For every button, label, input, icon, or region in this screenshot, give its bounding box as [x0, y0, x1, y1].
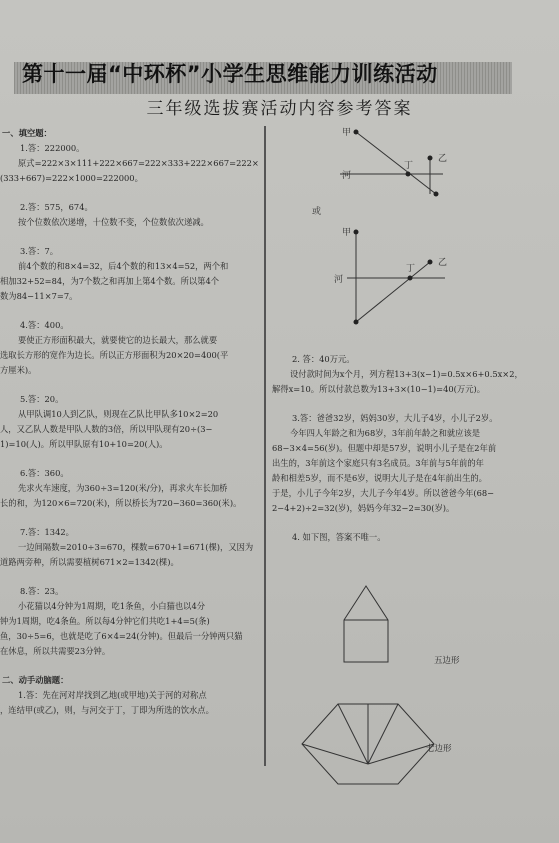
- answer-2-application-line: 解得x=10。所以付款总数为13+3×(10−1)=40(万元)。: [272, 384, 486, 394]
- answer-2-application-line: 设付款时间为x个月，列方程13+3(x−1)=0.5x×6+0.5x×2，: [290, 369, 523, 379]
- label-jia: 甲: [342, 128, 352, 138]
- answer-2: 2.答：575，674。: [20, 202, 93, 212]
- right-column: [272, 126, 542, 545]
- page-title: 第十一届“中环杯”小学生思维能力训练活动: [22, 62, 438, 86]
- answer-4-line: 选取长方形的宽作为边长。所以正方形面积为20×20=400(平: [0, 350, 229, 360]
- heptagon-inner-line: [338, 704, 368, 764]
- answer-5-line: 1)=10(人)。所以甲队原有10+10=20(人)。: [0, 439, 168, 449]
- heptagon-inner-line: [368, 744, 434, 764]
- answer-8: 8.答：23。: [20, 586, 64, 596]
- answer-6-line: 先求火车速度，为360÷3=120(米/分)，再求火车长加桥: [18, 483, 228, 493]
- pentagon-shape: [344, 586, 388, 662]
- answer-3-application: 3.答：爸爸32岁，妈妈30岁，大儿子4岁，小儿子2岁。: [292, 413, 498, 423]
- answer-3-line: 数为84−11×7=7。: [0, 291, 78, 301]
- answer-5: 5.答：20。: [20, 394, 64, 404]
- answer-7: 7.答：1342。: [20, 527, 74, 537]
- label-ding: 丁: [404, 161, 414, 171]
- pentagon-label: 五边形: [434, 656, 460, 666]
- page-subtitle: 三年级选拔赛活动内容参考答案: [146, 99, 413, 119]
- answer-4-line: 要使正方形面积最大，就要使它的边长最大，那么就要: [18, 335, 218, 345]
- answer-5-line: 从甲队调10人到乙队，则现在乙队比甲队多10×2=20: [18, 409, 219, 419]
- label-ding: 丁: [406, 264, 416, 274]
- heptagon-label: 七边形: [426, 744, 452, 754]
- answer-2-application: 2. 答：40万元。: [292, 354, 355, 364]
- label-yi: 乙: [438, 154, 448, 164]
- hands-on-answer-1-line: ，连结甲(或乙)，则，与河交于丁，丁即为所选的饮水点。: [0, 705, 214, 715]
- answer-4: 4.答：400。: [20, 320, 69, 330]
- answer-3-application-line: 龄和相差5岁，而不是6岁，说明大儿子是在4年前出生的。: [272, 473, 487, 483]
- answer-4-application: 4. 如下图，答案不唯一。: [292, 532, 386, 542]
- answer-6: 6.答：360。: [20, 468, 69, 478]
- label-or: 或: [312, 207, 322, 217]
- answer-8-line: 鱼，30÷5=6，也就是吃了6×4=24(分钟)。但最后一分钟两只猫: [0, 631, 243, 641]
- answer-3-application-line: 今年四人年龄之和为68岁，3年前年龄之和就应该是: [290, 428, 481, 438]
- answer-3-application-line: 出生的，3年前这个家庭只有3名成员。3年前与5年前的年: [272, 458, 484, 468]
- answer-3-line: 相加32+52=84，为7个数之和再加上第4个数。所以第4个: [0, 276, 220, 286]
- answer-5-line: 人，又乙队人数是甲队人数的3倍，所以甲队现有20÷(3−: [0, 424, 213, 434]
- answer-3-line: 前4个数的和8×4=32，后4个数的和13×4=52，两个和: [18, 261, 229, 271]
- label-river: 河: [334, 275, 344, 285]
- label-river: 河: [342, 171, 352, 181]
- answer-1: 1.答：222000。: [20, 143, 85, 153]
- answer-1-line: (333+667)=222×1000=222000。: [0, 173, 143, 183]
- answer-8-line: 小花猫以4分钟为1周期，吃1条鱼，小白猫也以4分: [18, 601, 206, 611]
- answer-2-line: 按个位数依次递增，十位数不变，个位数依次递减。: [18, 217, 209, 227]
- answer-3-application-line: 68−3×4=56(岁)。但题中却是57岁，说明小儿子是在2年前: [272, 443, 497, 453]
- answer-7-line: 一边间隔数=2010÷3=670，棵数=670+1=671(棵)，又因为: [18, 542, 254, 552]
- label-yi: 乙: [438, 258, 448, 268]
- label-jia: 甲: [342, 228, 352, 238]
- answer-7-line: 道路两旁种，所以需要植树671×2=1342(棵)。: [0, 557, 179, 567]
- section-fill-blank-heading: 一、填空题：: [2, 128, 52, 138]
- answer-3-application-line: 于是，小儿子今年2岁，大儿子今年4岁。所以爸爸今年(68−: [272, 488, 495, 498]
- answer-6-line: 长的和，为120×6=720(米)，所以桥长为720−360=360(米)。: [0, 498, 242, 508]
- answer-8-line: 钟为1周期，吃4条鱼。所以每4分钟它们共吃1+4=5(条): [0, 616, 210, 626]
- answer-4-line: 方厘米)。: [0, 365, 37, 375]
- heptagon-inner-line: [368, 704, 398, 764]
- heptagon-inner-line: [302, 744, 368, 764]
- hands-on-answer-1-line: 1.答：先在河对岸找到乙地(或甲地)关于河的对称点: [18, 690, 207, 700]
- answer-3: 3.答：7。: [20, 246, 59, 256]
- section-hands-on-heading: 二、动手动脑题：: [2, 675, 69, 685]
- answer-1-line: 原式=222×3×111+222×667=222×333+222×667=222×: [18, 158, 259, 168]
- answer-8-line: 在休息，所以共需要23分钟。: [0, 646, 111, 656]
- answer-3-application-line: 2−4+2)÷2=32(岁)，妈妈今年32−2=30(岁)。: [272, 503, 455, 513]
